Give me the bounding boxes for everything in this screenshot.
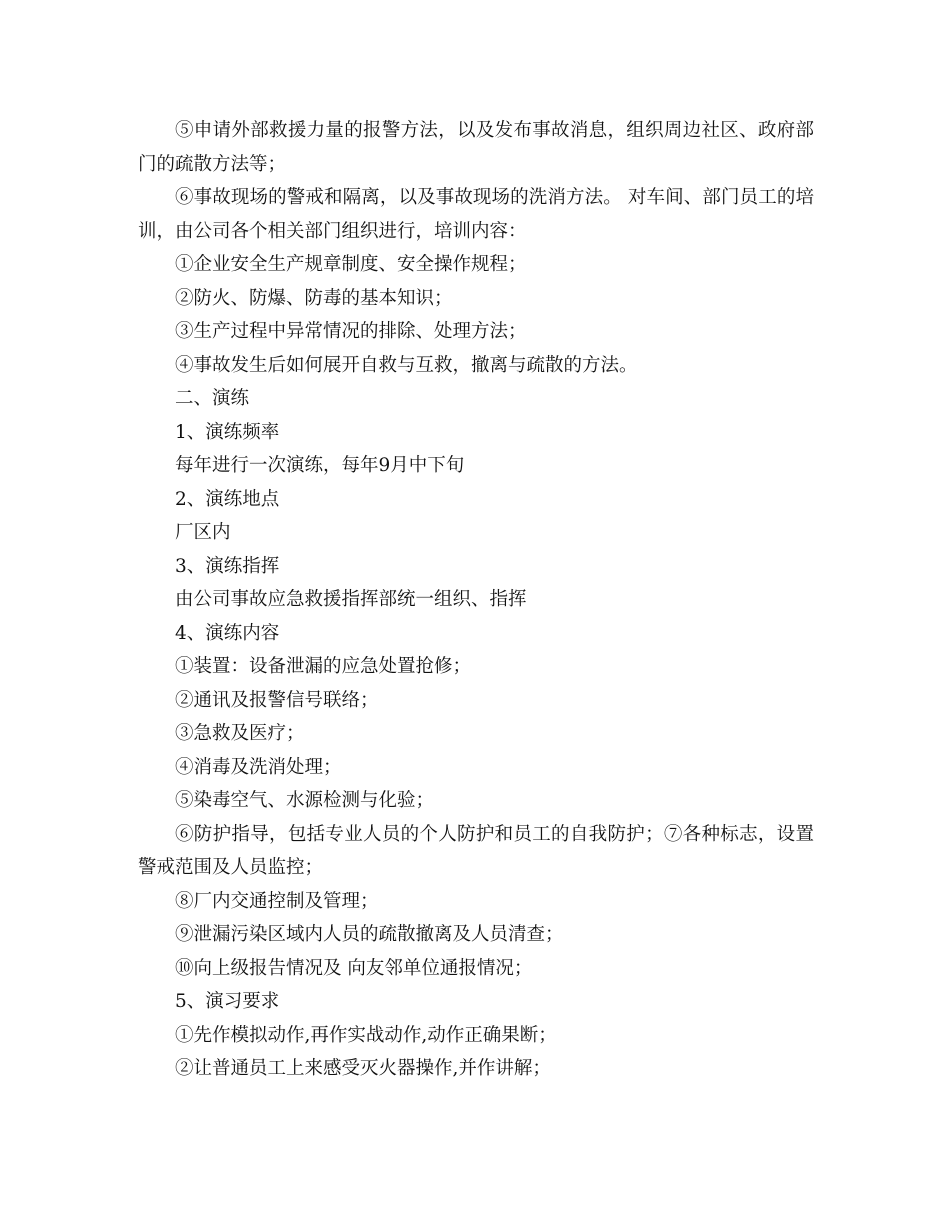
subheading-drill-content: 4、演练内容 — [175, 622, 280, 644]
drill-content-item-4: ④消毒及洗消处理； — [175, 756, 342, 778]
paragraph-alarm-method: ⑤申请外部救援力量的报警方法，以及发布事故消息，组织周边社区、政府部门的疏散方法等； — [138, 120, 814, 175]
subheading-drill-location: 2、演练地点 — [175, 488, 280, 510]
drill-content-item-5: ⑤染毒空气、水源检测与化验； — [175, 790, 435, 811]
subheading-drill-command: 3、演练指挥 — [175, 555, 280, 577]
drill-requirement-2: ②让普通员工上来感受灭火器操作,并作讲解； — [175, 1058, 551, 1079]
drill-content-item-3: ③急救及医疗； — [175, 723, 305, 744]
drill-frequency-text: 每年进行一次演练，每年9月中下旬 — [175, 455, 465, 476]
paragraph-scene-isolation: ⑥事故现场的警戒和隔离，以及事故现场的洗消方法。 对车间、部门员工的培训，由公司各个相关部门组织进行，培训内容： — [138, 187, 814, 242]
drill-content-item-9: ⑨泄漏污染区域内人员的疏散撤离及人员清查； — [175, 924, 564, 945]
drill-content-item-2: ②通讯及报警信号联络； — [175, 689, 379, 711]
training-item-4: ④事故发生后如何展开自救与互救，撤离与疏散的方法。 — [175, 354, 638, 376]
drill-location-text: 厂区内 — [175, 522, 231, 543]
drill-content-item-1: ①装置：设备泄漏的应急处置抢修； — [175, 656, 472, 677]
subheading-drill-frequency: 1、演练频率 — [175, 421, 280, 443]
training-item-2: ②防火、防爆、防毒的基本知识； — [175, 287, 453, 309]
training-item-3: ③生产过程中异常情况的排除、处理方法； — [175, 321, 527, 342]
section-heading-drill: 二、演练 — [175, 388, 250, 409]
drill-requirement-1: ①先作模拟动作,再作实战动作,动作正确果断； — [175, 1024, 557, 1046]
drill-content-item-10: ⑩向上级报告情况及 向友邻单位通报情况； — [175, 957, 533, 979]
document-body — [138, 114, 814, 1086]
drill-content-item-6-7: ⑥防护指导，包括专业人员的个人防护和员工的自我防护；⑦各种标志，设置警戒范围及人员监控； — [138, 823, 814, 878]
drill-command-text: 由公司事故应急救援指挥部统一组织、指挥 — [175, 589, 527, 610]
drill-content-item-8: ⑧厂内交通控制及管理； — [175, 890, 379, 912]
training-item-1: ①企业安全生产规章制度、安全操作规程； — [175, 254, 527, 275]
subheading-drill-requirements: 5、演习要求 — [175, 991, 280, 1012]
